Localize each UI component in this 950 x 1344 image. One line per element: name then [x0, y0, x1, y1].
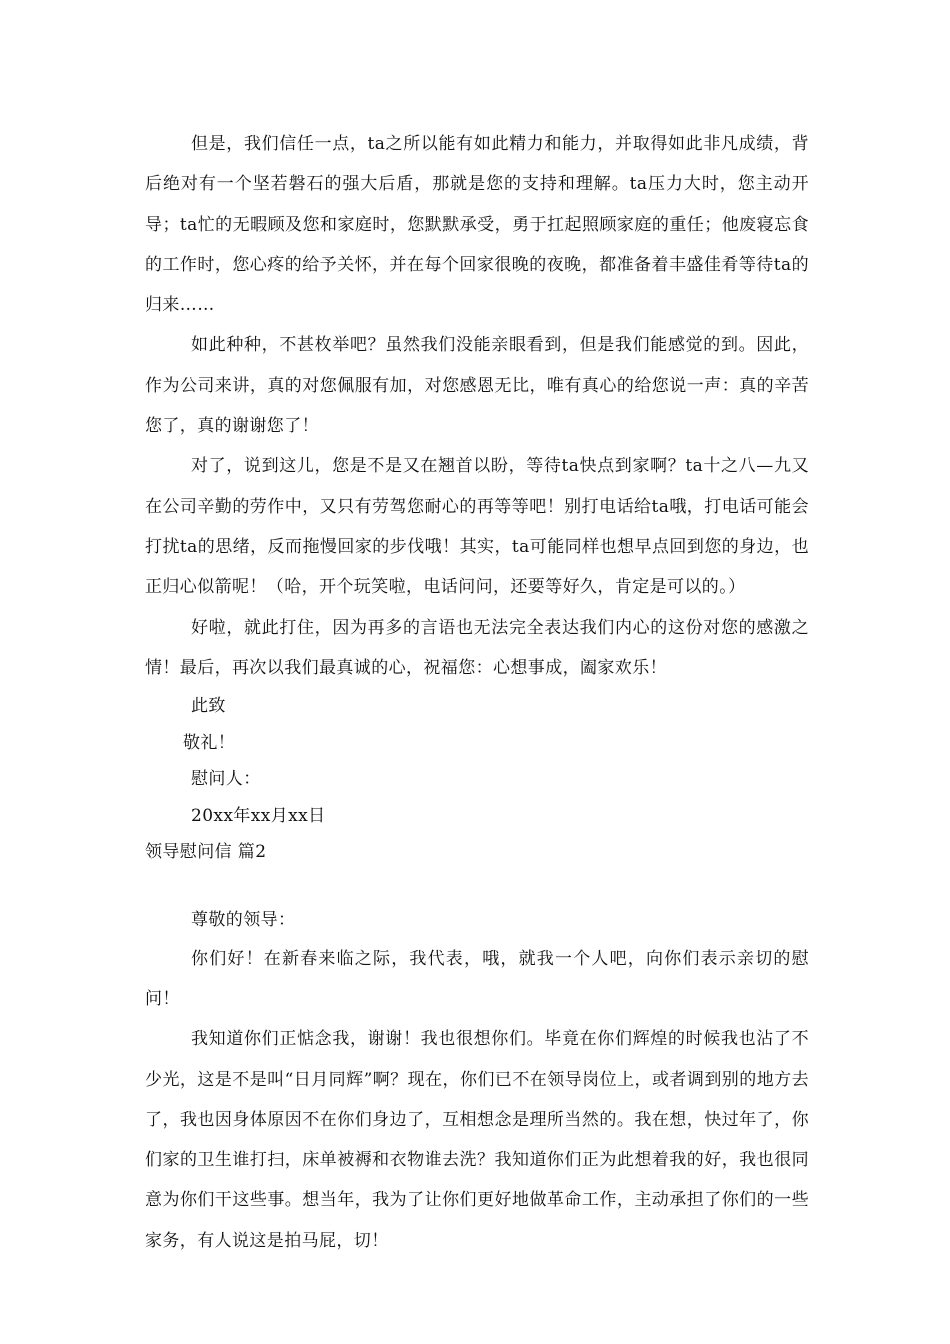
salutation: 尊敬的领导： — [191, 910, 296, 931]
letter1-paragraph-2: 如此种种，不甚枚举吧？虽然我们没能亲眼看到，但是我们能感觉的到。因此，作为公司来讲，真的对您佩服有加，对您感恩无比，唯有真心的给您说一声：真的辛苦您了，真的谢谢您了！ — [145, 335, 809, 437]
blank-line — [145, 870, 809, 902]
closing-salute: 敬礼！ — [183, 732, 236, 753]
letter2-paragraph-1: 你们好！在新春来临之际，我代表，哦，就我一个人吧，向你们表示亲切的慰问！ — [145, 948, 809, 1009]
letter1-paragraph-4: 好啦，就此打住，因为再多的言语也无法完全表达我们内心的这份对您的感激之情！最后，再次以我们最真诚的心，祝福您：心想事成，阖家欢乐！ — [145, 617, 809, 678]
letter1-paragraph-3: 对了，说到这儿，您是不是又在翘首以盼，等待ta快点到家啊？ta十之八—九又在公司辛勤的劳作中，又只有劳驾您耐心的再等等吧！别打电话给ta哦，打电话可能会打扰ta的思绪，反而拖慢回家的步伐哦！其实，ta可能同样也想早点回到您的身边，也正归心似箭呢！（哈，开个玩笑啦，电话问问，还要等好久，肯定是可以的。） — [145, 456, 809, 598]
closing-regards: 此致 — [191, 696, 226, 717]
letter2-paragraph-2: 我知道你们正惦念我，谢谢！我也很想你们。毕竟在你们辉煌的时候我也沾了不少光，这是不是叫“日月同辉”啊？现在，你们已不在领导岗位上，或者调到别的地方去了，我也因身体原因不在你们身边了，互相想念是理所当然的。我在想，快过年了，你们家的卫生谁打扫，床单被褥和衣物谁去洗？我知道你们正为此想着我的好，我也很同意为你们干这些事。想当年，我为了让你们更好地做革命工作，主动承担了你们的一些家务，有人说这是拍马屁，切！ — [145, 1029, 809, 1251]
document-page — [145, 124, 809, 1261]
letter-date: 20xx年xx月xx日 — [191, 805, 326, 826]
section-title: 领导慰问信 篇2 — [145, 842, 267, 863]
letter1-paragraph-1: 但是，我们信任一点，ta之所以能有如此精力和能力，并取得如此非凡成绩，背后绝对有一个坚若磐石的强大后盾，那就是您的支持和理解。ta压力大时，您主动开导；ta忙的无暇顾及您和家庭时，您默默承受，勇于扛起照顾家庭的重任；他废寝忘食的工作时，您心疼的给予关怀，并在每个回家很晚的夜晚，都准备着丰盛佳肴等待ta的归来…… — [145, 134, 809, 316]
signer-label: 慰问人： — [191, 769, 261, 790]
